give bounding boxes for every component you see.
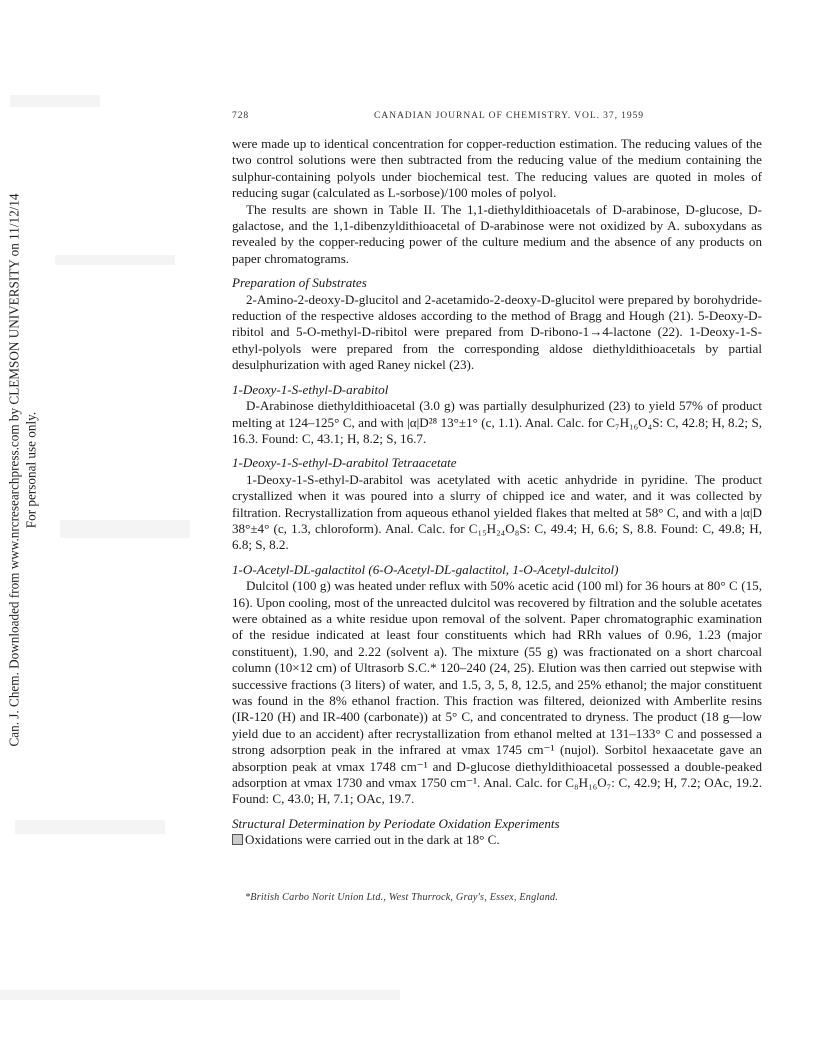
watermark-line-1: Can. J. Chem. Downloaded from www.nrcresearchpress.com by CLEMSON UNIVERSITY on 11/12/14 xyxy=(7,193,22,747)
scan-smudge xyxy=(0,990,400,1000)
section-heading: Preparation of Substrates xyxy=(232,275,367,291)
paragraph: 2-Amino-2-deoxy-D-glucitol and 2-acetamido-2-deoxy-D-glucitol were prepared by borohydride-reduction of the respective aldoses according to the method of Bragg and Hough (21). 5-Deoxy-D-ribitol and 5-O-methyl-D-ribitol were prepared from D-ribono-1→4-lactone (22). 1-Deoxy-1-S-ethyl-polyols were prepared from the corresponding aldose diethyldithioacetals by partial desulphurization with aged Raney nickel (23). xyxy=(232,291,762,373)
paragraph: 1-Deoxy-1-S-ethyl-D-arabitol was acetylated with acetic anhydride in pyridine. The product crystallized when it was poured into a slurry of chipped ice and water, and it was collected by filtration. Recrystallization from aqueous ethanol yielded flakes that melted at 58° C, and with a |α|D 38°±4° (c, 1.3, chloroform). Anal. Calc. for C₁₅H₂₄O₈S: C, 49.4; H, 6.6; S, 8.8. Found: C, 49.8; H, 6.8; S, 8.2. xyxy=(232,471,762,553)
scan-smudge xyxy=(55,255,175,265)
watermark-line-2: For personal use only. xyxy=(24,411,39,529)
running-title: CANADIAN JOURNAL OF CHEMISTRY. VOL. 37, 1959 xyxy=(374,110,644,121)
section-heading: Structural Determination by Periodate Oxidation Experiments xyxy=(232,815,560,831)
footnote: *British Carbo Norit Union Ltd., West Thurrock, Gray's, Essex, England. xyxy=(245,892,559,903)
scan-smudge xyxy=(60,520,190,538)
article-body xyxy=(232,136,762,849)
section-heading: 1-O-Acetyl-DL-galactitol (6-O-Acetyl-DL-galactitol, 1-O-Acetyl-dulcitol) xyxy=(232,561,619,577)
paragraph-text: Oxidations were carried out in the dark at 18° C. xyxy=(245,832,500,848)
section-heading: 1-Deoxy-1-S-ethyl-D-arabitol xyxy=(232,381,389,397)
scan-mark-icon xyxy=(232,834,243,845)
paragraph xyxy=(232,832,762,848)
download-watermark xyxy=(3,193,43,747)
scan-smudge xyxy=(10,95,100,107)
page-number: 728 xyxy=(232,110,250,121)
paragraph: The results are shown in Table II. The 1,1-diethyldithioacetals of D-arabinose, D-glucose, D-galactose, and the 1,1-dibenzyldithioacetal of D-arabinose were not oxidized by A. suboxydans as revealed by the copper-reducing power of the culture medium and the absence of any products on paper chromatograms. xyxy=(232,201,762,266)
paragraph: D-Arabinose diethyldithioacetal (3.0 g) was partially desulphurized (23) to yield 57% of product melting at 124–125° C, and with |α|D²⁸ 13°±1° (c, 1.1). Anal. Calc. for C₇H₁₆O₄S: C, 42.8; H, 8.2; S, 16.3. Found: C, 43.1; H, 8.2; S, 16.7. xyxy=(232,398,762,446)
paragraph: were made up to identical concentration for copper-reduction estimation. The reducing values of the two control solutions were then subtracted from the reducing value of the medium containing the sulphur-containing polyols under biochemical test. The reducing values are quoted in moles of reducing sugar (calculated as L-sorbose)/100 moles of polyol. xyxy=(232,136,762,201)
section-heading: 1-Deoxy-1-S-ethyl-D-arabitol Tetraacetate xyxy=(232,455,457,471)
scan-smudge xyxy=(15,820,165,834)
paragraph: Dulcitol (100 g) was heated under reflux with 50% acetic acid (100 ml) for 36 hours at 80° C (15, 16). Upon cooling, most of the unreacted dulcitol was recovered by filtration and the soluble acetates were obtained as a white residue upon removal of the solvent. Paper chromatographic examination of the residue indicated at least four constituents which had RRh values of 0.96, 1.23 (major constituent), 1.90, and 2.22 (solvent a). The mixture (55 g) was fractionated on a short charcoal column (10×12 cm) of Ultrasorb S.C.* 120–240 (24, 25). Elution was then carried out stepwise with successive fractions (3 liters) of water, and 1.5, 3, 5, 8, 12.5, and 25% ethanol; the major constituent was found in the 8% ethanol fraction. This fraction was filtered, deionized with Amberlite resins (IR-120 (H) and IR-400 (carbonate)) at 5° C, and concentrated to dryness. The product (18 g—low yield due to an accident) after recrystallization from ethanol melted at 131–133° C and possessed a strong adsorption peak in the infrared at νmax 1745 cm⁻¹ (nujol). Sorbitol hexaacetate gave an absorption peak at νmax 1748 cm⁻¹ and D-glucose diethyldithioacetal possessed a double-peaked adsorption at νmax 1730 and νmax 1750 cm⁻¹. Anal. Calc. for C₈H₁₆O₇: C, 42.9; H, 7.2; OAc, 19.2. Found: C, 43.0; H, 7.1; OAc, 19.7. xyxy=(232,578,762,807)
